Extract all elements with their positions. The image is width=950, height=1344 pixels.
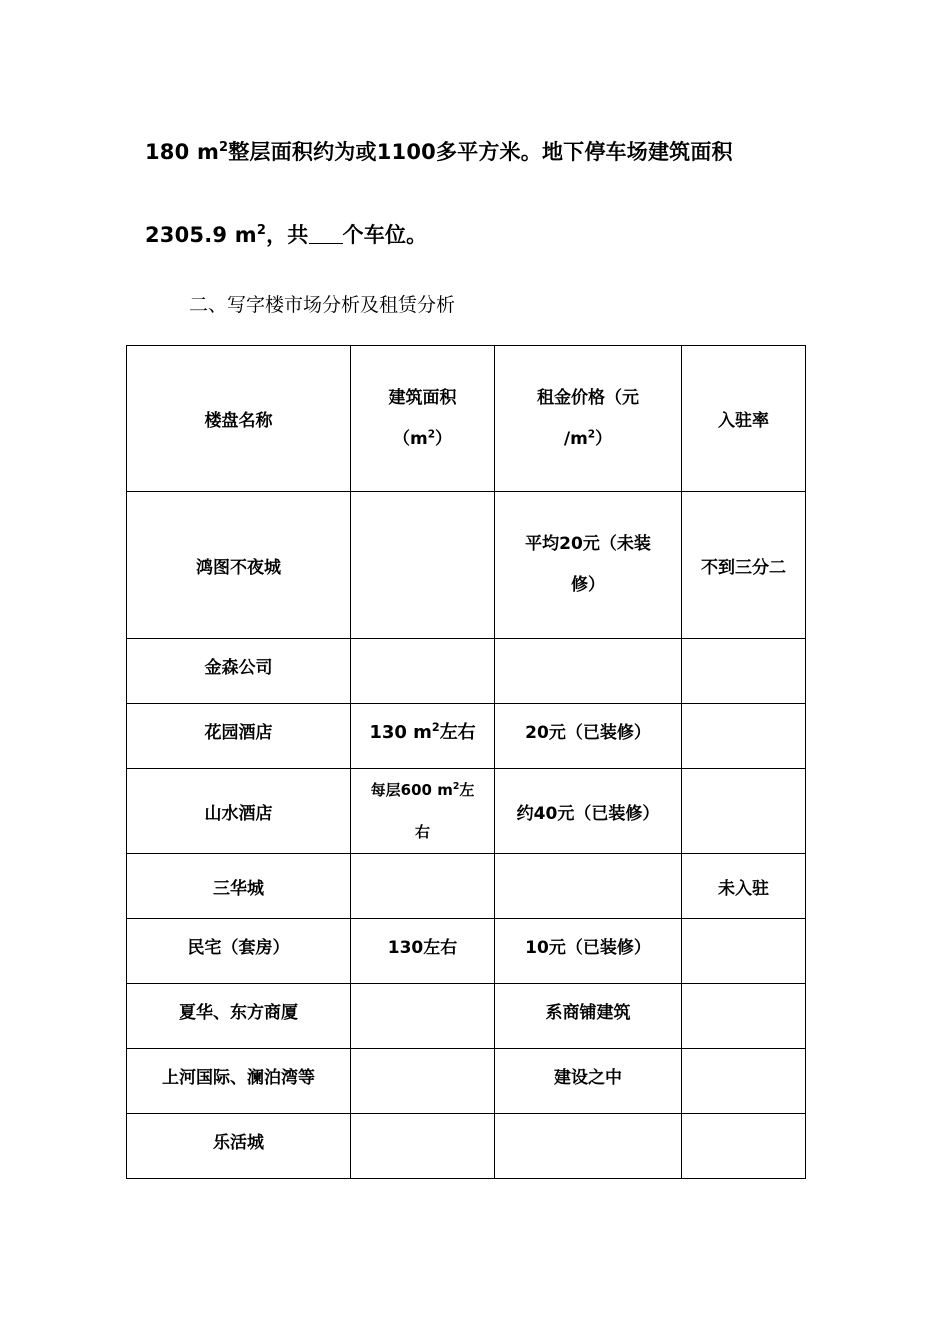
cell-rent xyxy=(495,1114,682,1179)
cell-area: 130 $m^2$左右 xyxy=(351,704,495,769)
cell-occupancy xyxy=(682,769,806,854)
cell-area xyxy=(351,769,495,854)
table-row xyxy=(127,1114,806,1179)
header-area-line2: $(m^2)$ xyxy=(392,427,453,449)
cell-area-line1: 每层600 $m^2$左 xyxy=(370,781,475,799)
cell-area: 130左右 xyxy=(351,919,495,984)
header-name: 楼盘名称 xyxy=(127,346,351,492)
cell-occupancy: 不到三分二 xyxy=(682,492,806,639)
cell-rent-line2: 修） xyxy=(571,575,605,595)
table-row xyxy=(127,704,806,769)
cell-area xyxy=(351,639,495,704)
cell-name: 上河国际、澜泊湾等 xyxy=(127,1049,351,1114)
cell-name: 夏华、东方商厦 xyxy=(127,984,351,1049)
header-area-line1: 建筑面积 xyxy=(388,387,457,408)
cell-occupancy xyxy=(682,639,806,704)
section-heading: 二、写字楼市场分析及租赁分析 xyxy=(189,294,456,316)
cell-area xyxy=(351,984,495,1049)
header-rent-line1: 租金价格（元 xyxy=(537,387,639,408)
table-header-row xyxy=(127,346,806,492)
cell-occupancy xyxy=(682,704,806,769)
cell-rent: 10元（已装修） xyxy=(495,919,682,984)
cell-area xyxy=(351,492,495,639)
cell-occupancy xyxy=(682,984,806,1049)
table-row xyxy=(127,1049,806,1114)
cell-occupancy xyxy=(682,919,806,984)
cell-area xyxy=(351,1049,495,1114)
cell-name: 花园酒店 xyxy=(127,704,351,769)
table-row xyxy=(127,984,806,1049)
cell-rent xyxy=(495,492,682,639)
office-market-table xyxy=(126,345,806,1179)
cell-area xyxy=(351,1114,495,1179)
header-rent-line2: $/m^2$） xyxy=(563,427,613,449)
cell-name: 山水酒店 xyxy=(127,769,351,854)
cell-name: 民宅（套房） xyxy=(127,919,351,984)
cell-name: 鸿图不夜城 xyxy=(127,492,351,639)
header-occupancy: 入驻率 xyxy=(682,346,806,492)
cell-rent-line1: 平均20元（未装 xyxy=(525,534,651,554)
cell-rent xyxy=(495,639,682,704)
cell-rent: 建设之中 xyxy=(495,1049,682,1114)
cell-area-line2: 右 xyxy=(414,823,430,841)
cell-rent: 系商铺建筑 xyxy=(495,984,682,1049)
cell-name: 三华城 xyxy=(127,854,351,919)
cell-occupancy xyxy=(682,1049,806,1114)
header-area xyxy=(351,346,495,492)
table-row xyxy=(127,769,806,854)
cell-area xyxy=(351,854,495,919)
cell-name: 金森公司 xyxy=(127,639,351,704)
body-paragraph-line-1: 180 $m^2$整层面积约为或1100多平方米。地下停车场建筑面积 xyxy=(145,140,733,164)
table-row xyxy=(127,492,806,639)
table-row xyxy=(127,639,806,704)
table-row xyxy=(127,854,806,919)
cell-rent: 20元（已装修） xyxy=(495,704,682,769)
table-row xyxy=(127,919,806,984)
fill-in-blank xyxy=(309,223,343,244)
body-paragraph-line-2: 2305.9 $m^2$，共 个车位。 xyxy=(145,223,428,247)
cell-rent: 约40元（已装修） xyxy=(495,769,682,854)
cell-occupancy: 未入驻 xyxy=(682,854,806,919)
cell-name: 乐活城 xyxy=(127,1114,351,1179)
header-rent xyxy=(495,346,682,492)
cell-occupancy xyxy=(682,1114,806,1179)
cell-rent xyxy=(495,854,682,919)
